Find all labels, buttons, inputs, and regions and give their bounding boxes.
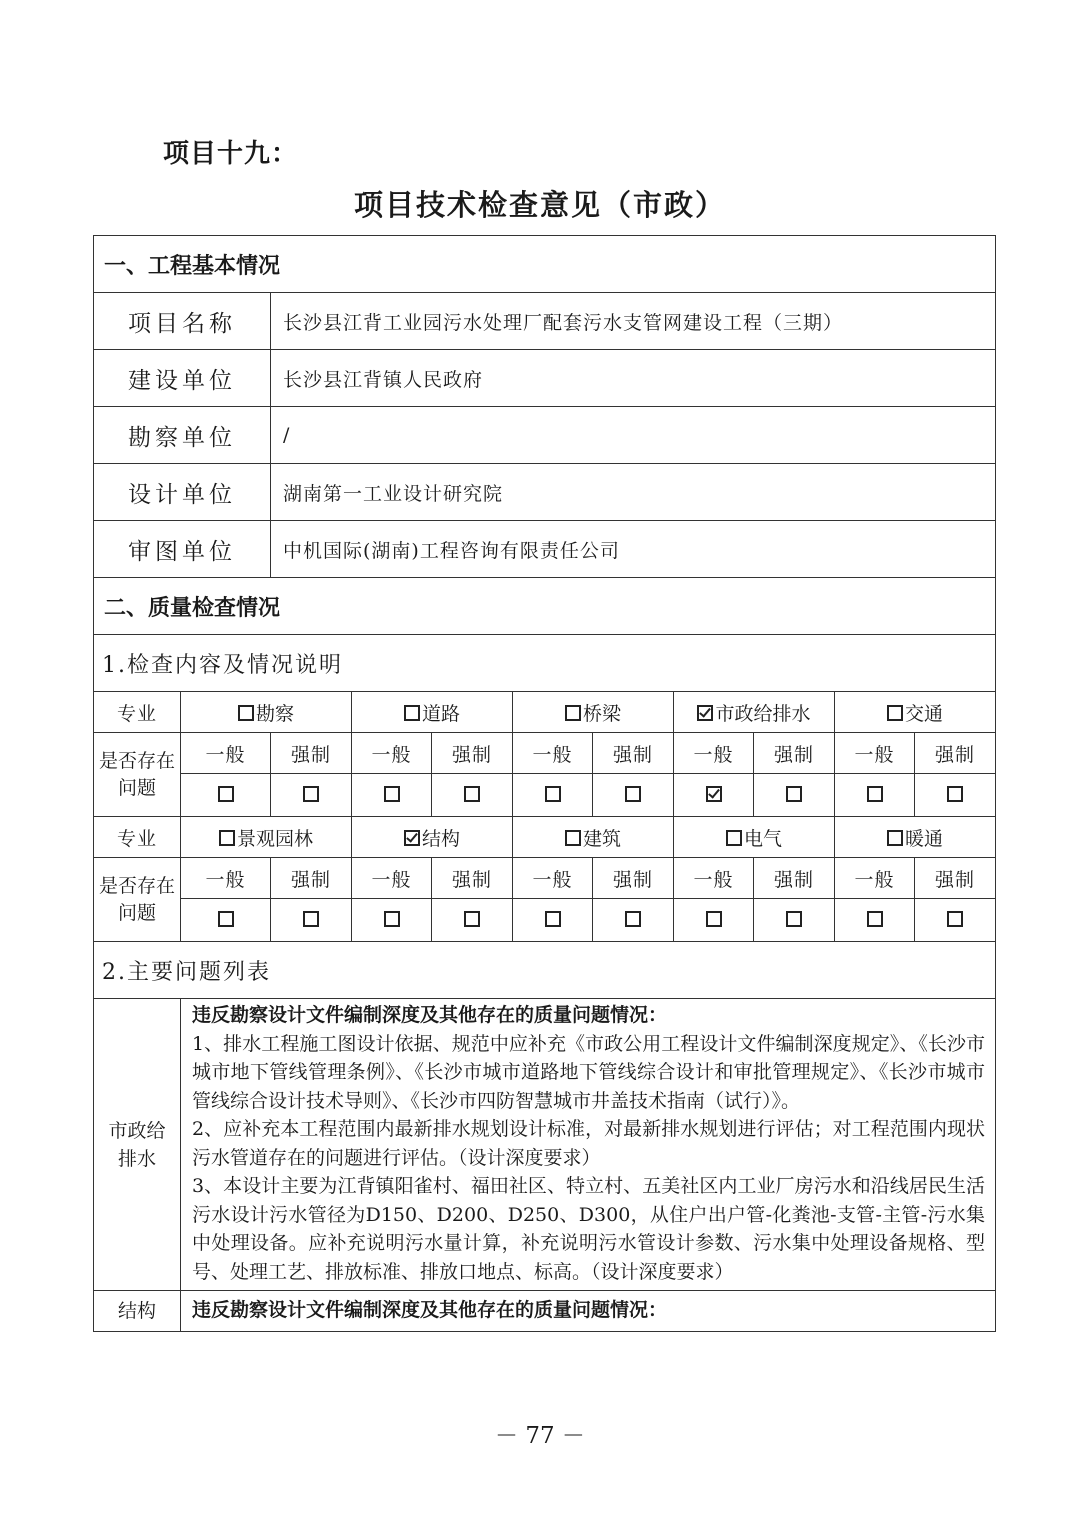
mandatory-label: 强制 — [432, 858, 513, 899]
checkbox-icon[interactable] — [947, 911, 963, 927]
checked-checkbox-icon[interactable] — [706, 786, 722, 802]
issue-heading: 违反勘察设计文件编制深度及其他存在的质量问题情况： — [192, 1004, 668, 1026]
subsection-issue-list: 2.主要问题列表 — [94, 942, 996, 999]
checkbox-icon[interactable] — [219, 830, 235, 846]
checkbox-icon[interactable] — [867, 786, 883, 802]
field-label: 项目名称 — [94, 293, 271, 350]
checkbox-icon[interactable] — [706, 911, 722, 927]
checkbox-icon[interactable] — [887, 705, 903, 721]
specialty-label: 专业 — [94, 817, 181, 858]
subsection-check-content: 1.检查内容及情况说明 — [94, 635, 996, 692]
checkbox-icon[interactable] — [726, 830, 742, 846]
general-checkbox-cell[interactable] — [835, 774, 915, 817]
inspection-table — [93, 235, 996, 1332]
checked-checkbox-icon[interactable] — [404, 830, 420, 846]
mandatory-checkbox-cell[interactable] — [754, 774, 835, 817]
document-title: 项目技术检查意见（市政） — [353, 188, 726, 222]
issue-profession — [94, 999, 181, 1291]
mandatory-checkbox-cell[interactable] — [915, 774, 996, 817]
section1-heading: 一、工程基本情况 — [94, 236, 996, 293]
checkbox-icon[interactable] — [867, 911, 883, 927]
specialty-name: 交通 — [905, 702, 944, 725]
mandatory-checkbox-cell[interactable] — [432, 899, 513, 942]
issue-profession — [94, 1291, 181, 1332]
checkbox-icon[interactable] — [303, 786, 319, 802]
field-value: / — [271, 407, 996, 464]
specialty-option[interactable] — [181, 692, 352, 733]
general-label: 一般 — [352, 733, 432, 774]
checkbox-icon[interactable] — [464, 911, 480, 927]
checkbox-icon[interactable] — [947, 786, 963, 802]
mandatory-label: 强制 — [754, 858, 835, 899]
specialty-option[interactable] — [352, 817, 513, 858]
checkbox-icon[interactable] — [218, 911, 234, 927]
mandatory-checkbox-cell[interactable] — [432, 774, 513, 817]
specialty-name: 市政给排水 — [715, 702, 811, 725]
general-label: 一般 — [352, 858, 432, 899]
specialty-name: 结构 — [421, 827, 460, 850]
issue-heading: 违反勘察设计文件编制深度及其他存在的质量问题情况： — [192, 1298, 668, 1321]
field-value: 湖南第一工业设计研究院 — [271, 464, 996, 521]
issue-content — [181, 1291, 996, 1332]
general-checkbox-cell[interactable] — [181, 899, 271, 942]
specialty-name: 桥梁 — [582, 702, 621, 725]
field-label: 设计单位 — [94, 464, 271, 521]
general-checkbox-cell[interactable] — [835, 899, 915, 942]
checked-checkbox-icon[interactable] — [697, 705, 713, 721]
checkbox-icon[interactable] — [238, 705, 254, 721]
mandatory-label: 强制 — [271, 733, 352, 774]
general-checkbox-cell[interactable] — [181, 774, 271, 817]
checkbox-icon[interactable] — [625, 911, 641, 927]
field-value: 长沙县江背工业园污水处理厂配套污水支管网建设工程（三期） — [271, 293, 996, 350]
mandatory-checkbox-cell[interactable] — [593, 899, 674, 942]
general-label: 一般 — [835, 733, 915, 774]
mandatory-checkbox-cell[interactable] — [915, 899, 996, 942]
general-label: 一般 — [674, 733, 754, 774]
mandatory-checkbox-cell[interactable] — [754, 899, 835, 942]
checkbox-icon[interactable] — [786, 911, 802, 927]
checkbox-icon[interactable] — [545, 911, 561, 927]
issue-item: 1、排水工程施工图设计依据、规范中应补充《市政公用工程设计文件编制深度规定》、《长沙市城市地下管线管理条例》、《长沙市城市道路地下管线综合设计和审批管理规定》、《长沙市城市管线综合设计技术导则》、《长沙市四防智慧城市井盖技术指南（试行）》。 — [192, 1032, 986, 1112]
issue-exists-label: 是否存在问题 — [94, 733, 181, 817]
checkbox-icon[interactable] — [565, 830, 581, 846]
mandatory-checkbox-cell[interactable] — [271, 774, 352, 817]
mandatory-label: 强制 — [754, 733, 835, 774]
field-value: 长沙县江背镇人民政府 — [271, 350, 996, 407]
mandatory-label: 强制 — [915, 733, 996, 774]
checkbox-icon[interactable] — [218, 786, 234, 802]
checkbox-icon[interactable] — [565, 705, 581, 721]
specialty-name: 暖通 — [905, 827, 944, 850]
checkbox-icon[interactable] — [786, 786, 802, 802]
mandatory-label: 强制 — [915, 858, 996, 899]
profession-name: 结构 — [117, 1300, 156, 1322]
specialty-name: 电气 — [743, 827, 782, 850]
general-label: 一般 — [181, 733, 271, 774]
specialty-name: 景观园林 — [236, 827, 313, 850]
mandatory-label: 强制 — [593, 858, 674, 899]
specialty-name: 建筑 — [582, 827, 621, 850]
field-label: 勘察单位 — [94, 407, 271, 464]
general-label: 一般 — [674, 858, 754, 899]
specialty-option[interactable] — [513, 692, 674, 733]
general-checkbox-cell[interactable] — [674, 774, 754, 817]
checkbox-icon[interactable] — [384, 786, 400, 802]
general-checkbox-cell[interactable] — [513, 899, 593, 942]
checkbox-icon[interactable] — [464, 786, 480, 802]
general-checkbox-cell[interactable] — [513, 774, 593, 817]
section2-heading: 二、质量检查情况 — [94, 578, 996, 635]
checkbox-icon[interactable] — [384, 911, 400, 927]
specialty-option[interactable] — [513, 817, 674, 858]
specialty-name: 道路 — [421, 702, 460, 725]
specialty-option[interactable] — [181, 817, 352, 858]
general-checkbox-cell[interactable] — [352, 774, 432, 817]
mandatory-label: 强制 — [271, 858, 352, 899]
general-checkbox-cell[interactable] — [352, 899, 432, 942]
issue-exists-label: 是否存在问题 — [94, 858, 181, 942]
specialty-name: 勘察 — [255, 702, 294, 725]
checkbox-icon[interactable] — [303, 911, 319, 927]
checkbox-icon[interactable] — [545, 786, 561, 802]
general-label: 一般 — [513, 858, 593, 899]
heading-label: 项目十九： — [163, 139, 299, 169]
mandatory-label: 强制 — [593, 733, 674, 774]
general-label: 一般 — [181, 858, 271, 899]
page-number: － 77 － — [495, 1423, 585, 1449]
mandatory-checkbox-cell[interactable] — [593, 774, 674, 817]
field-value: 中机国际(湖南)工程咨询有限责任公司 — [271, 521, 996, 578]
checkbox-icon[interactable] — [404, 705, 420, 721]
issue-item: 2、应补充本工程范围内最新排水规划设计标准，对最新排水规划进行评估；对工程范围内现状污水管道存在的问题进行评估。（设计深度要求） — [192, 1118, 986, 1169]
mandatory-checkbox-cell[interactable] — [271, 899, 352, 942]
specialty-option[interactable] — [674, 817, 835, 858]
mandatory-label: 强制 — [432, 733, 513, 774]
checkbox-icon[interactable] — [887, 830, 903, 846]
specialty-option[interactable] — [835, 817, 996, 858]
general-label: 一般 — [835, 858, 915, 899]
specialty-option[interactable] — [835, 692, 996, 733]
field-label: 审图单位 — [94, 521, 271, 578]
checkbox-icon[interactable] — [625, 786, 641, 802]
general-label: 一般 — [513, 733, 593, 774]
specialty-option[interactable] — [352, 692, 513, 733]
issue-content — [181, 999, 996, 1291]
specialty-option[interactable] — [674, 692, 835, 733]
issue-item: 3、本设计主要为江背镇阳雀村、福田社区、特立村、五美社区内工业厂房污水和沿线居民生活污水设计污水管径为D150、D200、D250、D300，从住户出户管-化粪池-支管-主管-污水集中处理设备。应补充说明污水量计算，补充说明污水管设计参数、污水集中处理设备规格、型号、处理工艺、排放标准、排放口地点、标高。（设计深度要求） — [192, 1175, 986, 1283]
specialty-label: 专业 — [94, 692, 181, 733]
general-checkbox-cell[interactable] — [674, 899, 754, 942]
profession-name: 市政给排水 — [108, 1119, 166, 1170]
field-label: 建设单位 — [94, 350, 271, 407]
